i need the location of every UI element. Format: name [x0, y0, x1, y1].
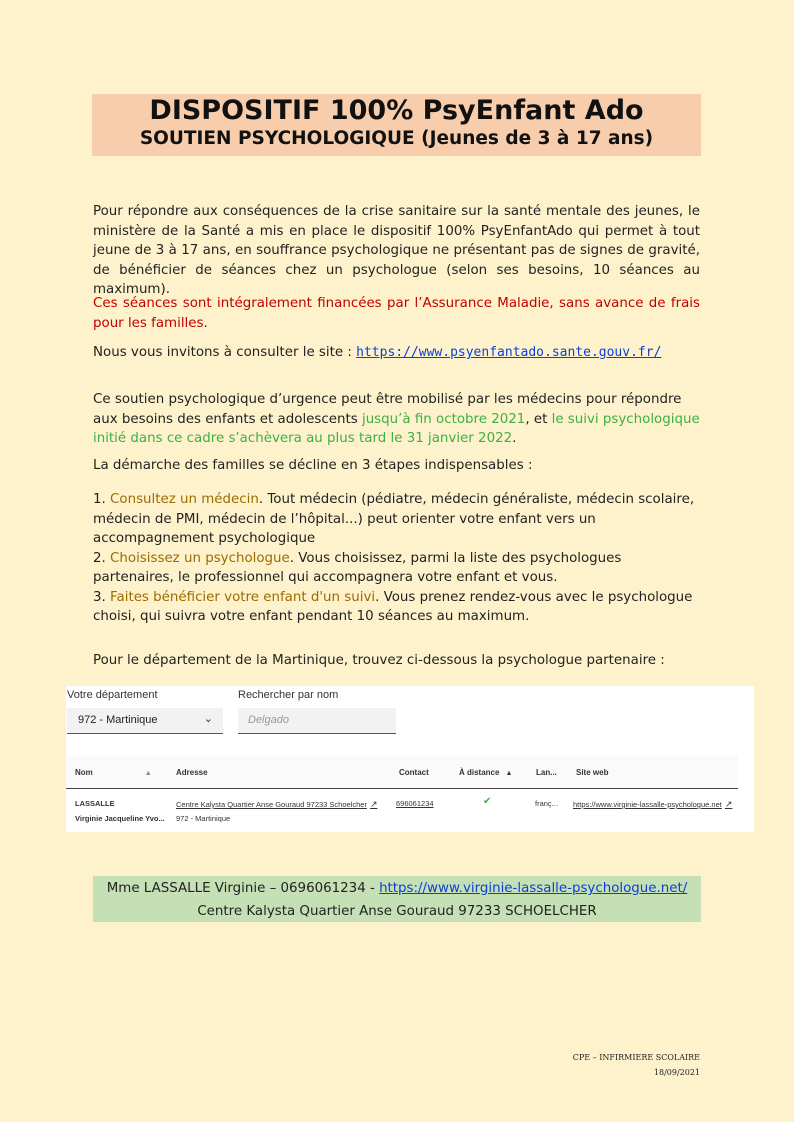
column-header-distance[interactable]	[459, 768, 512, 777]
step-number: 1.	[93, 492, 111, 507]
department-select[interactable]	[67, 708, 223, 734]
department-label: Votre département	[67, 689, 158, 701]
step-number: 2.	[93, 550, 111, 566]
intro-paragraph: Pour répondre aux conséquences de la crise sanitaire sur la santé mentale des jeunes, le ministère de la Santé a mis en place le dispositif 100% PsyEnfantAdo qui permet à tout jeune de 3 à 17 ans, en souffrance psychologique ne présentant pas de signes de gravité, de bénéficier de séances chez un psychologue (selon ses besoins, 10 séances au maximum).	[93, 204, 700, 297]
contact-phone[interactable]: 696061234	[396, 799, 434, 808]
funding-text: Ces séances sont intégralement financées par l’Assurance Maladie, sans avance de frais pour les familles	[93, 296, 700, 331]
footer-author: CPE – INFIRMIERE SCOLAIRE	[572, 1053, 700, 1062]
contact-name-phone: Mme LASSALLE Virginie – 0696061234 -	[106, 881, 380, 896]
page-title: DISPOSITIF 100% PsyEnfant Ado	[149, 95, 644, 126]
step-text: . Tout médecin (pédiatre, médecin généraliste, médecin scolaire, médecin de PMI, médecin de l’hôpital...) peut orienter votre enfant vers un accompagnement psychologique	[93, 492, 695, 546]
psychologist-first-name: Virginie Jacqueline Yvo...	[75, 814, 165, 823]
name-search-placeholder: Delgado	[248, 714, 289, 726]
step-title: Faites bénéficier votre enfant d'un suivi	[110, 589, 376, 605]
urgency-text-3: .	[512, 431, 517, 446]
step-title: Choisissez un psychologue	[110, 550, 290, 566]
funding-paragraph	[93, 294, 700, 333]
address-link[interactable]	[176, 799, 378, 810]
column-header-adresse[interactable]: Adresse	[176, 768, 208, 777]
steps-list	[93, 490, 700, 627]
step-title: Consultez un médecin	[110, 492, 259, 507]
website-link[interactable]	[573, 799, 732, 810]
page-subtitle: SOUTIEN PSYCHOLOGIQUE (Jeunes de 3 à 17 ans)	[139, 128, 654, 149]
step-text: . Vous choisissez, parmi la liste des psychologues partenaires, le professionnel qui accompagnera votre enfant et vous.	[93, 550, 622, 585]
column-header-nom[interactable]	[75, 768, 152, 777]
department-select-value: 972 - Martinique	[78, 714, 158, 726]
department-intro: Pour le département de la Martinique, trouvez ci-dessous la psychologue partenaire :	[93, 653, 665, 668]
address-department: 972 - Martinique	[176, 814, 231, 823]
site-prefix: Nous vous invitons à consulter le site :	[93, 345, 357, 360]
external-link-icon: ↗	[369, 799, 378, 809]
checkmark-icon: ✔	[483, 796, 492, 807]
language-cell: franç...	[535, 799, 558, 808]
sort-arrow-icon[interactable]: ▲	[144, 770, 152, 777]
site-paragraph	[93, 343, 700, 363]
urgency-paragraph	[93, 390, 700, 449]
step-2	[93, 549, 700, 588]
search-label: Rechercher par nom	[238, 689, 339, 701]
name-search-input[interactable]	[238, 708, 396, 734]
column-label: Nom	[75, 768, 93, 777]
column-label: À distance	[459, 768, 500, 777]
column-header-langue[interactable]: Lan...	[536, 768, 557, 777]
footer-date: 18/09/2021	[653, 1068, 700, 1077]
urgency-deadline: jusqu’à fin octobre 2021	[361, 411, 526, 427]
step-text: . Vous prenez rendez-vous avec le psychologue choisi, qui suivra votre enfant pendant 10 séances au maximum.	[93, 589, 693, 624]
table-header	[66, 756, 738, 789]
column-header-contact[interactable]: Contact	[399, 768, 429, 777]
column-header-site[interactable]: Site web	[576, 768, 609, 777]
header-banner	[92, 94, 701, 156]
contact-summary-box	[93, 876, 701, 922]
psyenfantado-link[interactable]: https://www.psyenfantado.sante.gouv.fr/	[356, 345, 662, 360]
chevron-down-icon: ⌄	[203, 713, 213, 725]
urgency-text-2: , et	[525, 411, 552, 427]
step-3	[93, 588, 700, 627]
external-link-icon: ↗	[724, 799, 733, 809]
psychologist-last-name: LASSALLE	[75, 799, 115, 808]
address-text: Centre Kalysta Quartier Anse Gouraud 97233 Schoelcher	[176, 800, 367, 809]
step-1	[93, 490, 700, 549]
contact-line	[93, 879, 701, 898]
website-text: https://www.virginie-lassalle-psychologue.net	[573, 800, 722, 809]
funding-end: .	[203, 315, 208, 331]
urgency-end-date: le suivi psychologique initié dans ce cadre s’achèvera au plus tard le 31 janvier 2022	[93, 411, 700, 446]
contact-address: Centre Kalysta Quartier Anse Gouraud 97233 SCHOELCHER	[197, 904, 597, 919]
footer	[573, 1050, 700, 1080]
psychologist-website-link[interactable]: https://www.virginie-lassalle-psychologue.net/	[379, 881, 688, 896]
steps-intro: La démarche des familles se décline en 3 étapes indispensables :	[93, 458, 533, 473]
urgency-text-1: Ce soutien psychologique d’urgence peut être mobilisé par les médecins pour répondre aux besoins des enfants et adolescents	[93, 392, 682, 427]
psychologist-search-widget	[66, 686, 754, 832]
sort-arrow-icon[interactable]: ▲	[505, 770, 513, 777]
step-number: 3.	[93, 589, 111, 605]
